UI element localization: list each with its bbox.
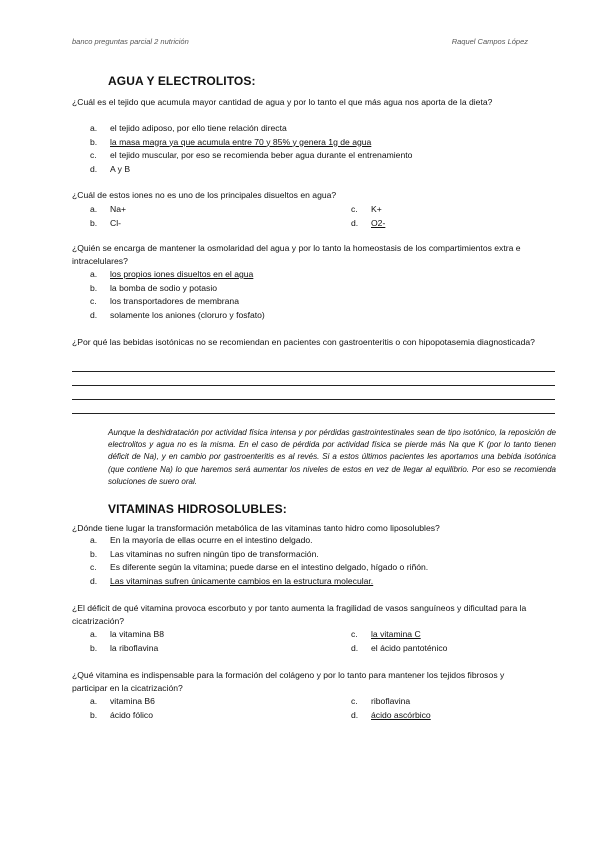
page-header-left: banco preguntas parcial 2 nutrición [72,37,189,46]
question-5-options [90,534,550,588]
question-7-options-left [90,695,155,722]
answer-line [72,413,555,414]
question-1: ¿Cuál es el tejido que acumula mayor cantidad de agua y por lo tanto el que más agua nos aporta de la dieta? [72,97,493,107]
option-c: c. Es diferente según la vitamina; puede darse en el intestino delgado, hígado o riñón. [90,562,429,572]
question-3-options [90,268,550,322]
option-a: a. Na+ [90,204,127,214]
answer-note: Aunque la deshidratación por actividad física intensa y por pérdidas gastrointestinales sean de tipo isotónico, la reposición de electrolitos y agua no es la misma. En el caso de pérdida por actividad física se pierde más Na que K (por lo tanto tienen déficit de Na), y en cambio por gastroenteritis es al revés. Si a estos últimos pacientes les aportamos una bebida isotónica (que contiene Na) lo que haremos será aumentar los niveles de estos en vez de llegar al equilibrio. Por eso se recomienda soluciones de suero oral. [108,428,556,486]
question-2-options-left [90,203,126,230]
option-c: c. riboflavina [351,696,411,706]
option-a: a. el tejido adiposo, por ello tiene relación directa [90,123,287,133]
option-d-correct: d. O2- [351,217,386,228]
question-6: ¿El déficit de qué vitamina provoca escorbuto y por tanto aumenta la fragilidad de vasos sanguíneos y dificultad para la cicatrización? [72,603,527,626]
question-7-options-right [351,695,431,722]
answer-line [72,385,555,386]
option-d: d. el ácido pantoténico [351,642,448,653]
option-c: c. K+ [351,204,382,214]
option-b-correct: b. la masa magra ya que acumula entre 70 y 85% y genera 1g de agua [90,136,372,147]
question-6-options-right [351,628,447,655]
question-7: ¿Qué vitamina es indispensable para la formación del colágeno y por lo tanto para mantener los tejidos fibrosos y participar en la cicatrización? [72,670,505,693]
question-3: ¿Quién se encarga de mantener la osmolaridad del agua y por lo tanto la homeostasis de los compartimientos extra e intracelulares? [72,243,521,266]
option-d-correct: d. ácido ascórbico [351,709,431,720]
section-title-agua: AGUA Y ELECTROLITOS: [108,74,256,88]
option-c-correct: c. la vitamina C [351,629,421,639]
option-a: a. vitamina B6 [90,696,155,706]
option-d-correct: d. Las vitaminas sufren únicamente cambios en la estructura molecular. [90,575,374,586]
option-b: b. ácido fólico [90,709,153,720]
option-c: c. los transportadores de membrana [90,296,239,306]
option-a: a. la vitamina B8 [90,629,164,639]
option-b: b. Las vitaminas no sufren ningún tipo de transformación. [90,548,319,559]
answer-line [72,399,555,400]
option-a-correct: a. los propios iones disueltos en el agua [90,269,254,279]
option-c: c. el tejido muscular, por eso se recomienda beber agua durante el entrenamiento [90,150,413,160]
question-6-options-left [90,628,164,655]
page-header-right: Raquel Campos López [451,37,528,46]
question-4: ¿Por qué las bebidas isotónicas no se recomiendan en pacientes con gastroenteritis o con hipopotasemia diagnosticada? [72,337,535,347]
option-a: a. En la mayoría de ellas ocurre en el intestino delgado. [90,535,313,545]
option-d: d. solamente los aniones (cloruro y fosfato) [90,309,265,320]
question-5: ¿Dónde tiene lugar la transformación metabólica de las vitaminas tanto hidro como liposolubles? [72,523,440,533]
question-2-options-right [351,203,385,230]
question-1-options [90,122,550,176]
answer-line [72,371,555,372]
section-title-vitaminas: VITAMINAS HIDROSOLUBLES: [108,502,287,516]
question-2: ¿Cuál de estos iones no es uno de los principales disueltos en agua? [72,190,337,200]
option-b: b. la riboflavina [90,642,159,653]
option-d: d. A y B [90,163,131,174]
option-b: b. la bomba de sodio y potasio [90,282,218,293]
option-b: b. Cl- [90,217,121,228]
